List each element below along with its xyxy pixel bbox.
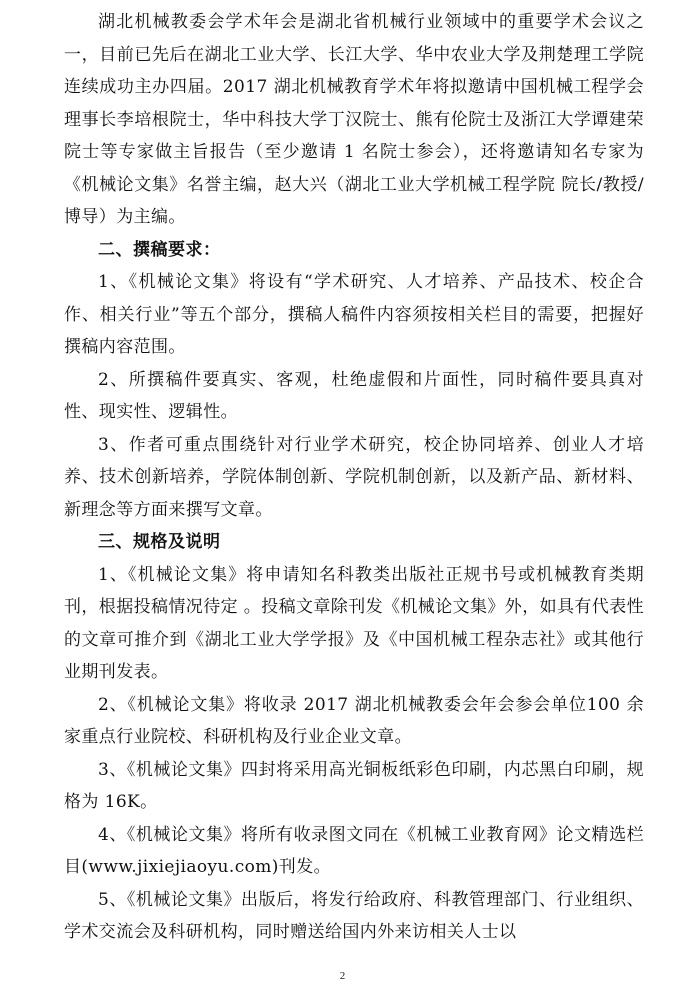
document-body (64, 6, 644, 949)
specification-item-1: 1、《机械论文集》将申请知名科教类出版社正规书号或机械教育类期刊，根据投稿情况待定 。投稿文章除刊发《机械论文集》外，如具有代表性的文章可推介到《湖北工业大学学报》及《中国机械工程杂志社》或其他行业期刊发表。 (64, 564, 645, 682)
page-number: 2 (339, 970, 346, 982)
specification-item-5: 5、《机械论文集》出版后，将发行给政府、科教管理部门、行业组织、学术交流会及科研机构，同时赠送给国内外来访相关人士以 (64, 889, 644, 942)
section-heading-specifications: 三、规格及说明 (98, 532, 221, 552)
requirement-item-2: 2、所撰稿件要真实、客观，杜绝虚假和片面性，同时稿件要具真对性、现实性、逻辑性。 (64, 369, 644, 422)
specification-item-2: 2、《机械论文集》将收录 2017 湖北机械教委会年会参会单位100 余家重点行业院校、科研机构及行业企业文章。 (64, 694, 644, 747)
intro-paragraph: 湖北机械教委会学术年会是湖北省机械行业领域中的重要学术会议之一，目前已先后在湖北工业大学、长江大学、华中农业大学及荆楚理工学院连续成功主办四届。2017 湖北机械教育学术年将拟邀请中国机械工程学会理事长李培根院士，华中科技大学丁汉院士、熊有伦院士及浙江大学谭建荣院士等专家做主旨报告（至少邀请 1 名院士参会），还将邀请知名专家为《机械论文集》名誉主编，赵大兴（湖北工业大学机械工程学院 院长/教授/博导）为主编。 (64, 12, 644, 227)
requirement-item-1: 1、《机械论文集》将设有“学术研究、人才培养、产品技术、校企合作、相关行业”等五个部分，撰稿人稿件内容须按相关栏目的需要，把握好撰稿内容范围。 (64, 272, 644, 357)
requirement-item-3: 3、作者可重点围绕针对行业学术研究，校企协同培养、创业人才培养、技术创新培养，学院体制创新、学院机制创新，以及新产品、新材料、新理念等方面来撰写文章。 (64, 434, 644, 520)
section-heading-requirements: 二、撰稿要求： (98, 239, 221, 260)
specification-item-4: 4、《机械论文集》将所有收录图文同在《机械工业教育网》论文精选栏目(www.jixiejiaoyu.com)刊发。 (64, 824, 644, 877)
specification-item-3: 3、《机械论文集》四封将采用高光铜板纸彩色印刷，内芯黑白印刷，规格为 16K。 (64, 759, 644, 812)
